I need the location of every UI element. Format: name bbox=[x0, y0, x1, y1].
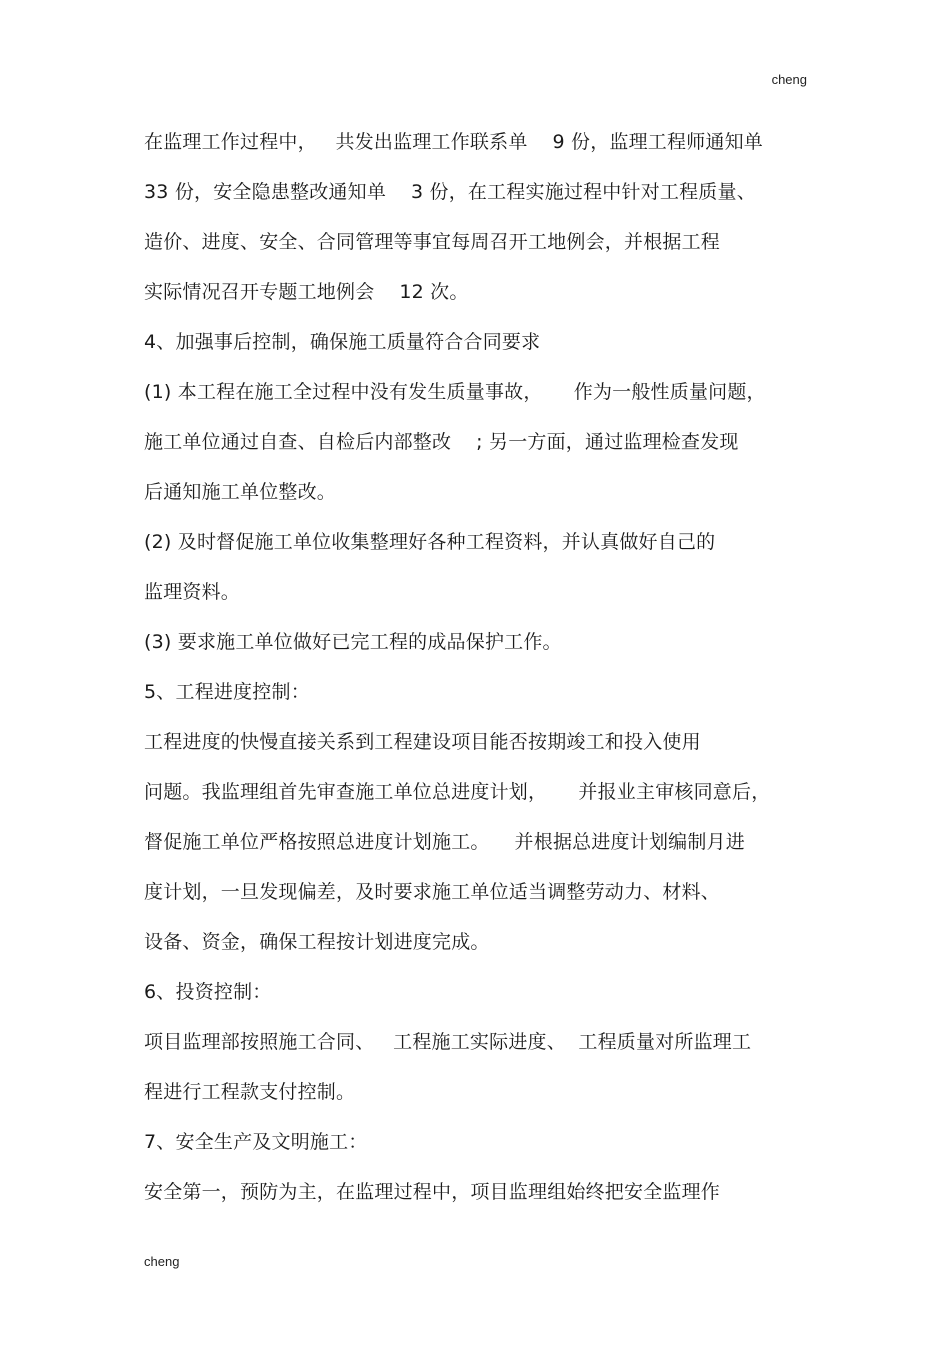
text-line: 在监理工作过程中， 共发出监理工作联系单 9 份，监理工程师通知单 bbox=[144, 131, 764, 153]
text-line: 工程进度的快慢直接关系到工程建设项目能否按期竣工和投入使用 bbox=[144, 731, 701, 753]
text-line: 实际情况召开专题工地例会 12 次。 bbox=[144, 281, 469, 303]
page-footer-mark: cheng bbox=[144, 1254, 180, 1269]
text-line: 设备、资金，确保工程按计划进度完成。 bbox=[144, 931, 490, 953]
text-line: 项目监理部按照施工合同、 工程施工实际进度、 工程质量对所监理工 bbox=[144, 1031, 752, 1053]
text-line: 程进行工程款支付控制。 bbox=[144, 1081, 356, 1103]
text-line: 后通知施工单位整改。 bbox=[144, 481, 337, 503]
section-heading: 4、加强事后控制，确保施工质量符合合同要求 bbox=[144, 331, 541, 353]
text-line: 33 份，安全隐患整改通知单 3 份，在工程实施过程中针对工程质量、 bbox=[144, 181, 756, 203]
text-line: (1) 本工程在施工全过程中没有发生质量事故， 作为一般性质量问题， bbox=[144, 381, 766, 403]
text-line: 监理资料。 bbox=[144, 581, 241, 603]
text-line: 问题。我监理组首先审查施工单位总进度计划， 并报业主审核同意后， bbox=[144, 781, 771, 803]
text-line: 度计划，一旦发现偏差，及时要求施工单位适当调整劳动力、材料、 bbox=[144, 881, 721, 903]
section-heading: 7、安全生产及文明施工： bbox=[144, 1131, 368, 1153]
text-line: 安全第一，预防为主，在监理过程中，项目监理组始终把安全监理作 bbox=[144, 1181, 721, 1203]
text-line: 施工单位通过自查、自检后内部整改 ; 另一方面，通过监理检查发现 bbox=[144, 431, 739, 453]
text-line: (2) 及时督促施工单位收集整理好各种工程资料，并认真做好自己的 bbox=[144, 531, 716, 553]
section-heading: 6、投资控制： bbox=[144, 981, 272, 1003]
page-header-mark: cheng bbox=[771, 72, 807, 87]
text-line: 督促施工单位严格按照总进度计划施工。 并根据总进度计划编制月进 bbox=[144, 831, 745, 853]
text-line: (3) 要求施工单位做好已完工程的成品保护工作。 bbox=[144, 631, 562, 653]
section-heading: 5、工程进度控制： bbox=[144, 681, 310, 703]
text-line: 造价、进度、安全、合同管理等事宜每周召开工地例会，并根据工程 bbox=[144, 231, 721, 253]
